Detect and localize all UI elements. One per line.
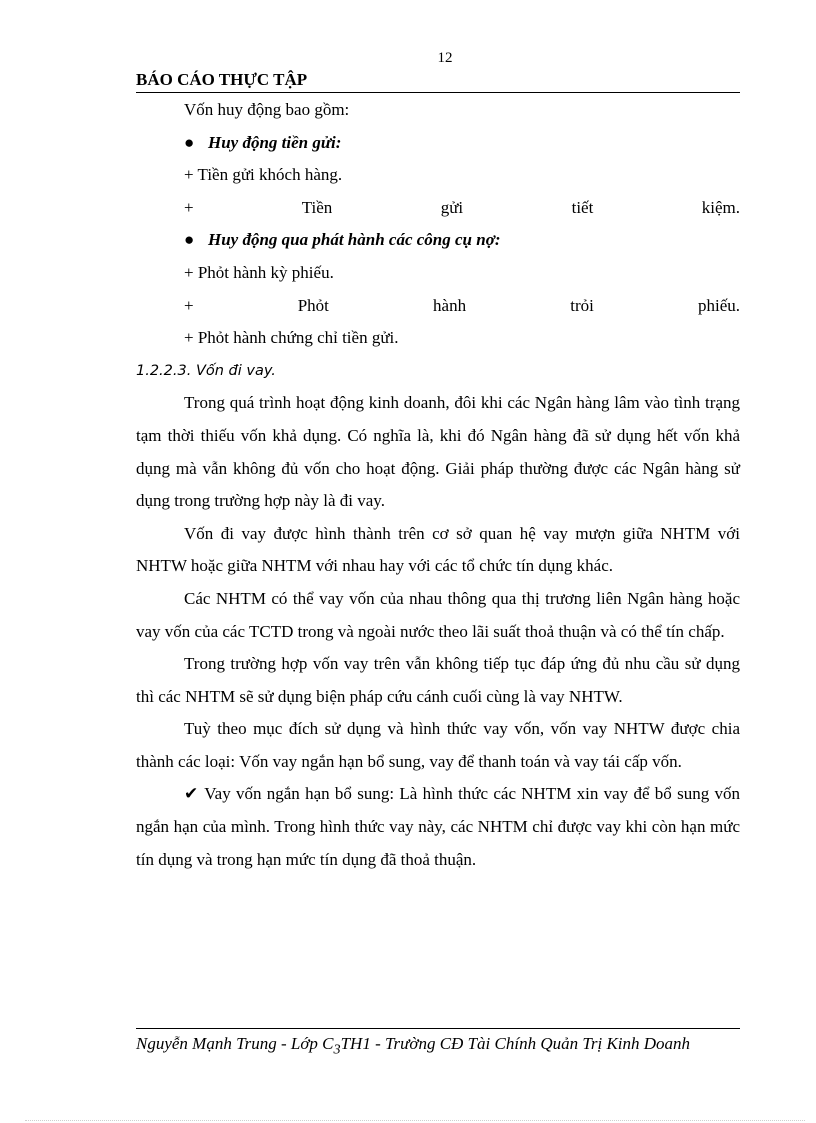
footer-subscript: 3 xyxy=(333,1041,341,1058)
check-paragraph-text: Vay vốn ngắn hạn bổ sung: Là hình thức các NHTM xin vay để bổ sung vốn ngắn hạn của mình. Trong hình thức vay này, các NHTM chỉ được vay khi còn hạn mức tín dụng và trong hạn mức tín dụng đã thoả thuận. xyxy=(136,784,740,869)
bullet-heading xyxy=(136,127,740,160)
list-item: + Tiền gửi khóch hàng. xyxy=(184,165,343,185)
page-footer xyxy=(136,1028,740,1060)
bullet-icon: ● xyxy=(184,230,195,250)
paragraph: Vốn đi vay được hình thành trên cơ sở quan hệ vay mượn giữa NHTM với NHTW hoặc giữa NHTM với nhau hay với các tổ chức tín dụng khác. xyxy=(136,523,740,576)
list-item: + Phỏt hành chứng chỉ tiền gửi. xyxy=(184,328,399,348)
section-heading: 1.2.2.3. Vốn đi vay. xyxy=(136,362,276,379)
footer-text-before: Nguyễn Mạnh Trung - Lớp C xyxy=(136,1034,334,1053)
bullet-title: Huy động tiền gửi: xyxy=(208,132,342,152)
list-item: + Phỏt hành kỳ phiếu. xyxy=(184,262,334,282)
footer-text-after: TH1 - Trường CĐ Tài Chính Quản Trị Kinh Doanh xyxy=(340,1034,691,1053)
intro-line: Vốn huy động bao gồm: xyxy=(184,100,350,119)
bullet-title: Huy động qua phát hành các công cụ nợ: xyxy=(208,230,501,250)
check-paragraph xyxy=(136,778,740,876)
paragraph: Các NHTM có thể vay vốn của nhau thông qua thị trương liên Ngân hàng hoặc vay vốn của các TCTD trong và ngoài nước theo lãi suất thoả thuận và có thể tín chấp. xyxy=(136,588,740,641)
page-number: 12 xyxy=(437,50,453,66)
document-body xyxy=(136,94,740,876)
paragraph: Tuỳ theo mục đích sử dụng và hình thức vay vốn, vốn vay NHTW được chia thành các loại: Vốn vay ngắn hạn bổ sung, vay để thanh toán và vay tái cấp vốn. xyxy=(136,719,740,771)
bullet-icon: ● xyxy=(184,132,195,152)
list-item: + Tiền gửi tiết kiệm. xyxy=(184,197,740,217)
page-bottom-edge xyxy=(25,1120,805,1121)
page-header: BÁO CÁO THỰC TẬP xyxy=(136,70,740,93)
checkmark-icon: ✔ xyxy=(184,784,199,805)
bullet-heading xyxy=(136,224,740,257)
paragraph: Trong quá trình hoạt động kinh doanh, đôi khi các Ngân hàng lâm vào tình trạng tạm thời thiếu vốn khả dụng. Có nghĩa là, khi đó Ngân hàng đã sử dụng hết vốn khả dụng mà vẫn không đủ vốn cho hoạt động. Giải pháp thường được các Ngân hàng sử dụng trong trường hợp này là đi vay. xyxy=(136,393,740,511)
paragraph: Trong trường hợp vốn vay trên vẫn không tiếp tục đáp ứng đủ nhu cầu sử dụng thì các NHTM sẽ sử dụng biện pháp cứu cánh cuối cùng là vay NHTW. xyxy=(136,654,740,706)
list-item: + Phỏt hành trỏi phiếu. xyxy=(184,295,740,315)
